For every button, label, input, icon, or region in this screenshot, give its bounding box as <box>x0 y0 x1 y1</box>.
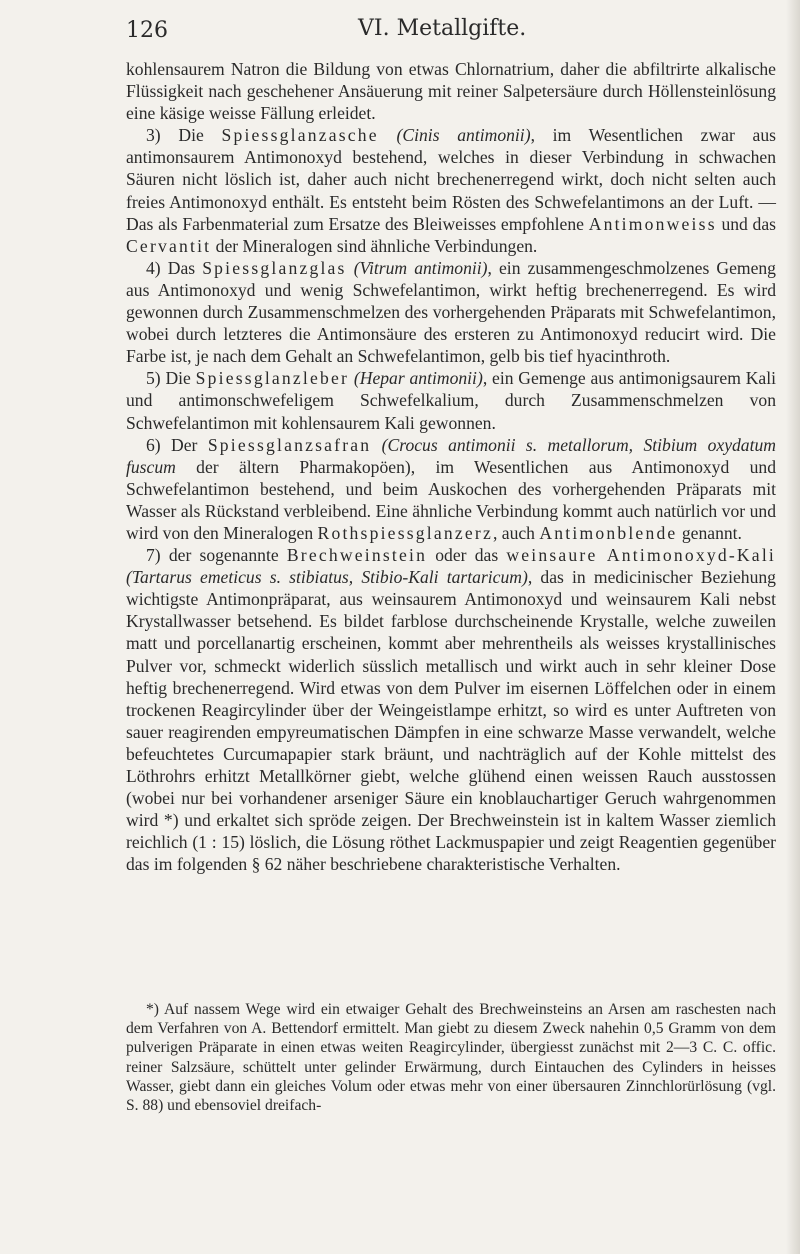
text-run: 7) der sogenannte <box>146 545 287 566</box>
text-run: , ein zusammengeschmolzenes Gemeng aus Antimonoxyd und wenig Schwefelantimon, wirkt heftig brechenerregend. Es wird gewonnen durch Zusammenschmelzen des vorhergehenden Präparats mit Schwefelantimon, wobei durch letzteres die Antimonsäure des ersteren zu Antimonoxyd reducirt wird. Die Farbe ist, je nach dem Gehalt an Schwefelantimon, gelb bis tief hyacinthroth. <box>126 257 776 367</box>
text-run: kohlensaurem Natron die Bildung von etwas Chlornatrium, daher die abfiltrirte alkalische Flüssigkeit nach geschehener Ansäuerung mit reiner Salpetersäure durch Höllensteinlösung eine käsige weisse Fällung erleidet. <box>126 59 776 124</box>
text-run: , ein Gemenge aus antimonigsaurem Kali und antimonschwefeligem Schwefelkalium, durch Zusammenschmelzen von Schwefelantimon mit kohlensaurem Kali gewonnen. <box>126 368 776 433</box>
spaced-term: Antimonblende <box>539 522 678 543</box>
latin-term: (Vitrum antimonii) <box>353 257 488 278</box>
spaced-term: Antimonweiss <box>588 213 717 234</box>
page-header <box>126 16 766 46</box>
paragraph <box>126 434 776 544</box>
latin-term: (Crocus antimonii s. metallorum, Stibium oxydatum fuscum <box>126 434 776 477</box>
latin-term: (Hepar antimonii) <box>353 368 483 389</box>
paragraph <box>126 58 776 124</box>
paragraph <box>126 367 776 433</box>
text-run <box>371 435 381 455</box>
text-run: und das <box>716 213 777 234</box>
running-title: VI. Metallgifte. <box>358 16 527 41</box>
text-run: , auch <box>492 522 540 543</box>
footnote <box>126 1000 776 1115</box>
spaced-term: Cervantit <box>126 235 212 256</box>
page-edge <box>786 0 800 1254</box>
text-run: 4) Das <box>146 257 203 278</box>
spaced-term: Spiessglanzsafran <box>207 434 372 455</box>
text-run: 6) Der <box>146 434 208 455</box>
paragraph <box>126 257 776 367</box>
spaced-term: Spiessglanzasche <box>221 125 379 146</box>
text-run: 3) Die <box>146 125 222 146</box>
paragraph <box>126 124 776 257</box>
text-run <box>347 258 354 278</box>
footnote-text: *) Auf nassem Wege wird ein etwaiger Gehalt des Brechweinsteins an Arsen am raschesten nach dem Verfahren von A. Bettendorf ermittelt. Man giebt zu diesem Zweck nahehin 0,5 Gramm von dem pulverigen Präparate in einen etwas weiten Reagircylinder, übergiesst zunächst mit 2—3 C. C. offic. reiner Salzsäure, schüttelt unter gelinder Erwärmung, durch Eintauchen des Cylinders in heisses Wasser, giebt dann ein gleiches Volum oder etwas mehr von einer übersauren Zinnchlorürlösung (vgl. S. 88) und ebensoviel dreifach- <box>126 1001 776 1115</box>
text-run: 5) Die <box>146 368 196 389</box>
text-run: oder das <box>427 545 507 566</box>
spaced-term: Spiessglanzleber <box>195 368 350 389</box>
page-number: 126 <box>126 18 168 43</box>
latin-term: (Tartarus emeticus s. stibiatus, Stibio-Kali tartaricum) <box>126 567 528 588</box>
paragraph <box>126 544 776 875</box>
text-run: , im Wesentlichen zwar aus antimonsaurem Antimonoxyd bestehend, welches in dieser Verbindung in schwachen Säuren nicht löslich ist, daher auch nicht brechenerregend wirkt, doch nicht selten auch freies Antimonoxyd enthält. Es entsteht beim Rösten des Schwefelantimons an der Luft. — Das als Farbenmaterial zum Ersatze des Bleiweisses empfohlene <box>126 125 777 234</box>
text-run: der ältern Pharmakopöen), im Wesentlichen aus Antimonoxyd und Schwefelantimon bestehend, und beim Auskochen des vorhergehenden Präparats mit Wasser als Rückstand verbleibend. Eine ähnliche Verbindung kommt auch natürlich vor und wird von den Mineralogen <box>126 456 776 543</box>
text-run: genannt. <box>677 522 742 543</box>
text-run: , das in medicinischer Beziehung wichtigste Antimonpräparat, aus weinsaurem Antimonoxyd und weinsaurem Kali nebst Krystallwasser betsehend. Es bildet farblose durchscheinende Krystalle, welche zuweilen matt und porcellanartig erscheinen, kommt aber mehrentheils als weisses krystallinisches Pulver vor, schmeckt widerlich süsslich metallisch und wirkt auch in sehr kleiner Dose heftig brechenerregend. Wird etwas von dem Pulver im eisernen Löffelchen oder in einem trockenen Reagircylinder über der Weingeistlampe erhitzt, so wird es unter Auftreten von sauer reagirenden empyreumatischen Dämpfen in eine schwarze Masse verwandelt, welche befeuchtetes Curcumapapier stark bräunt, und nachträglich auf der Kohle mittelst des Löthrohrs erhitzt Metallkörner giebt, welche glühend einen weissen Rauch ausstossen (wobei nur bei vorhandener arseniger Säure ein knoblauchartiger Geruch wahrgenommen wird *) und erkaltet sich spröde zeigen. Der Brechweinstein ist in kaltem Wasser ziemlich reichlich (1 : 15) löslich, die Lösung röthet Lackmuspapier und zeigt Reagentien gegenüber das im folgenden § 62 näher beschriebene charakteristische Verhalten. <box>126 567 776 875</box>
text-run <box>379 125 397 145</box>
text-run: der Mineralogen sind ähnliche Verbindungen. <box>211 235 538 256</box>
body-text <box>126 58 776 875</box>
spaced-term: weinsaure Antimonoxyd-Kali <box>506 545 776 566</box>
spaced-term: Spiessglanzglas <box>202 257 347 278</box>
spaced-term: Brechweinstein <box>286 545 428 566</box>
spaced-term: Rothspiessglanzerz <box>317 522 493 543</box>
latin-term: (Cinis antimonii) <box>396 125 531 146</box>
